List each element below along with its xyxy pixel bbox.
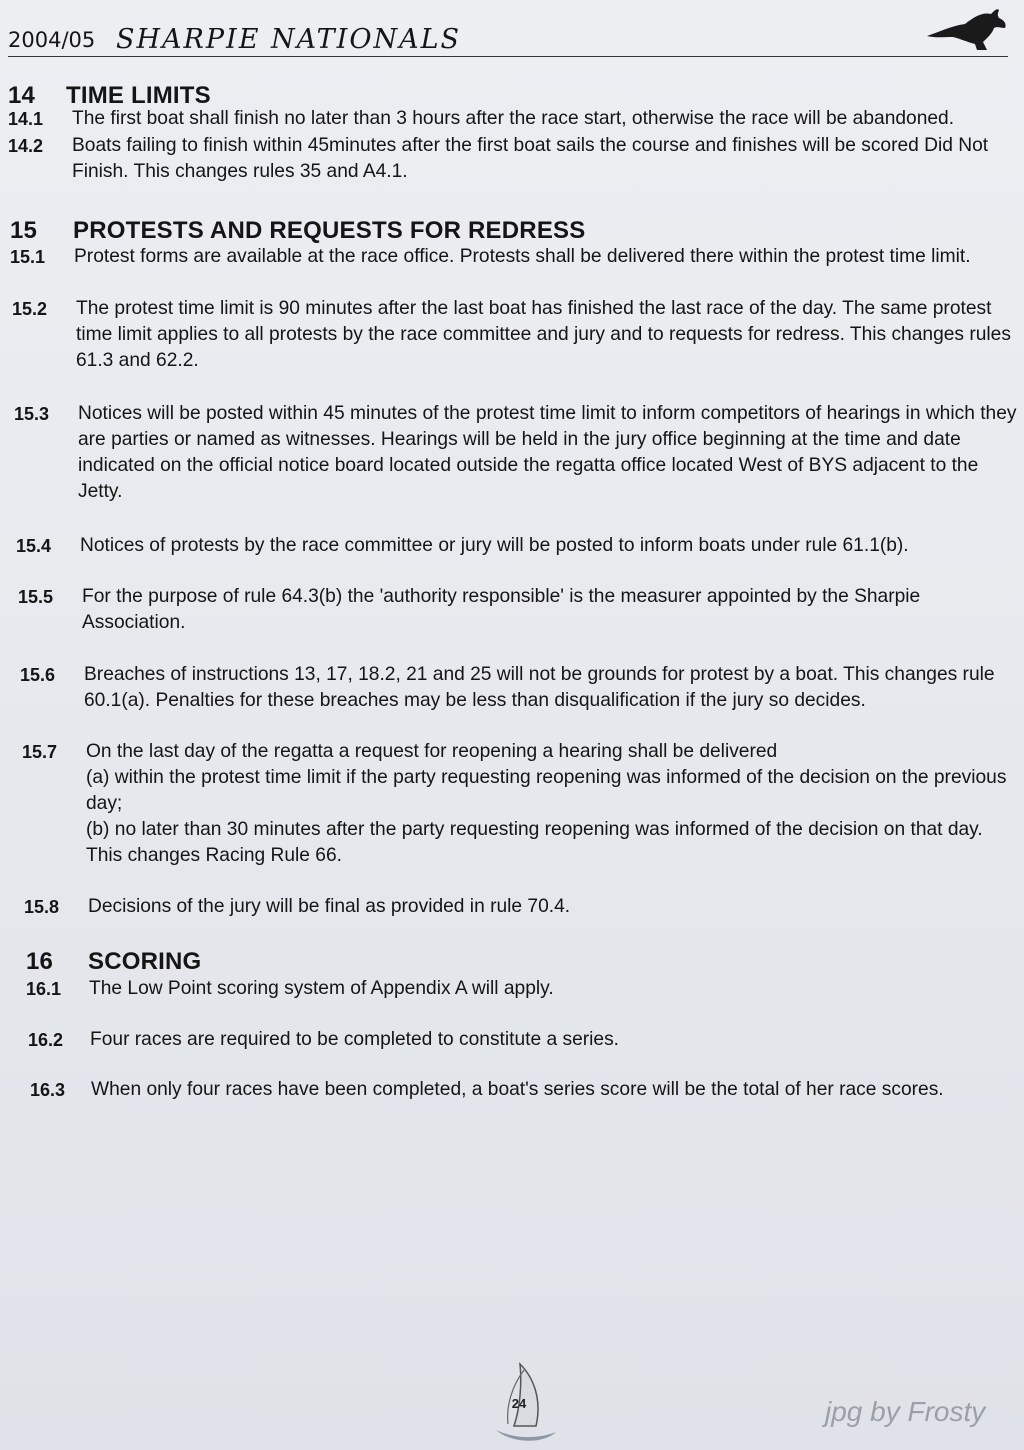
clause-number: 15.3 [14,404,50,424]
clause-text: Notices of protests by the race committee or jury will be posted to inform boats under rule 61.1(b). [80,535,909,556]
clause-15-7 [22,739,1006,869]
clause-15-6 [20,662,995,714]
section-title: TIME LIMITS [66,82,211,109]
clause-text: The first boat shall finish no later than 3 hours after the race start, otherwise the race will be abandoned. [72,108,955,129]
clause-15-2 [12,296,1011,374]
clause-text: When only four races have been completed, a boat's series score will be the total of her race scores. [91,1079,944,1100]
clause-text: Breaches of instructions 13, 17, 18.2, 21 and 25 will not be grounds for protest by a boat. This changes rule [84,664,995,685]
clause-text: For the purpose of rule 64.3(b) the 'authority responsible' is the measurer appointed by the Sharpie [82,586,921,607]
clause-number: 16.2 [28,1030,64,1050]
clause-number: 14.1 [8,109,44,129]
clause-15-5 [18,584,920,636]
clause-text: are parties or named as witnesses. Hearings will be held in the jury office beginning at the time and date [78,429,961,450]
clause-text: time limit applies to all protests by the race committee and jury and to requests for redress. This changes rules [76,324,1011,345]
clause-number: 15.7 [22,742,58,762]
clause-number: 15.4 [16,536,52,556]
clause-number: 15.1 [10,247,46,267]
section-number: 14 [8,82,36,109]
section-number: 15 [10,217,38,244]
clause-text: indicated on the official notice board located outside the regatta office located West of BYS adjacent to the [78,455,979,476]
clause-14-1 [8,106,954,132]
section-number: 16 [26,948,54,975]
clause-text: On the last day of the regatta a request for reopening a hearing shall be delivered [86,741,778,762]
clause-15-1 [10,244,971,270]
clause-text: Notices will be posted within 45 minutes of the protest time limit to inform competitors of hearings in which they [78,403,1017,424]
section-title: PROTESTS AND REQUESTS FOR REDRESS [73,217,586,244]
clause-16-1 [26,976,554,1002]
section-heading-16 [26,948,201,976]
clause-text: (b) no later than 30 minutes after the party requesting reopening was informed of the decision on that day. [86,819,983,840]
header-year: 2004/05 [8,28,96,52]
clause-text: day; [86,793,123,814]
section-title: SCORING [88,948,202,975]
section-heading-15 [10,217,585,245]
page-header [8,18,1008,62]
clause-15-8 [24,894,570,920]
clause-number: 15.8 [24,897,60,917]
clause-number: 15.2 [12,299,48,319]
clause-text: The Low Point scoring system of Appendix A will apply. [89,978,554,999]
clause-15-3 [14,401,1016,505]
page-number: 24 [511,1396,527,1411]
photo-credit: jpg by Frosty [825,1396,986,1427]
clause-14-2 [8,133,988,185]
clause-text: Four races are required to be completed to constitute a series. [90,1029,619,1050]
clause-16-3 [30,1077,944,1103]
clause-number: 15.6 [20,665,56,685]
header-handwritten-title: SHARPIE NATIONALS [116,24,462,55]
clause-text: The protest time limit is 90 minutes after the last boat has finished the last race of the day. The same protest [76,298,992,319]
clause-text: (a) within the protest time limit if the party requesting reopening was informed of the decision on the previous [86,767,1007,788]
clause-text: Decisions of the jury will be final as provided in rule 70.4. [88,896,571,917]
clause-text: Finish. This changes rules 35 and A4.1. [72,161,408,182]
clause-text: 61.3 and 62.2. [76,350,199,371]
clause-number: 16.3 [30,1080,66,1100]
clause-text: Jetty. [78,481,123,502]
clause-text: Association. [82,612,186,633]
clause-16-2 [28,1027,619,1053]
clause-text: Protest forms are available at the race office. Protests shall be delivered there within the protest time limit. [74,246,971,267]
kangaroo-icon [925,6,1010,54]
clause-text: This changes Racing Rule 66. [86,845,342,866]
clause-number: 15.5 [18,587,54,607]
clause-15-4 [16,533,909,559]
clause-number: 16.1 [26,979,62,999]
header-rule [8,56,1008,57]
clause-number: 14.2 [8,136,44,156]
clause-text: Boats failing to finish within 45minutes after the first boat sails the course and finishes will be scored Did Not [72,135,989,156]
clause-text: 60.1(a). Penalties for these breaches may be less than disqualification if the jury so decides. [84,690,866,711]
